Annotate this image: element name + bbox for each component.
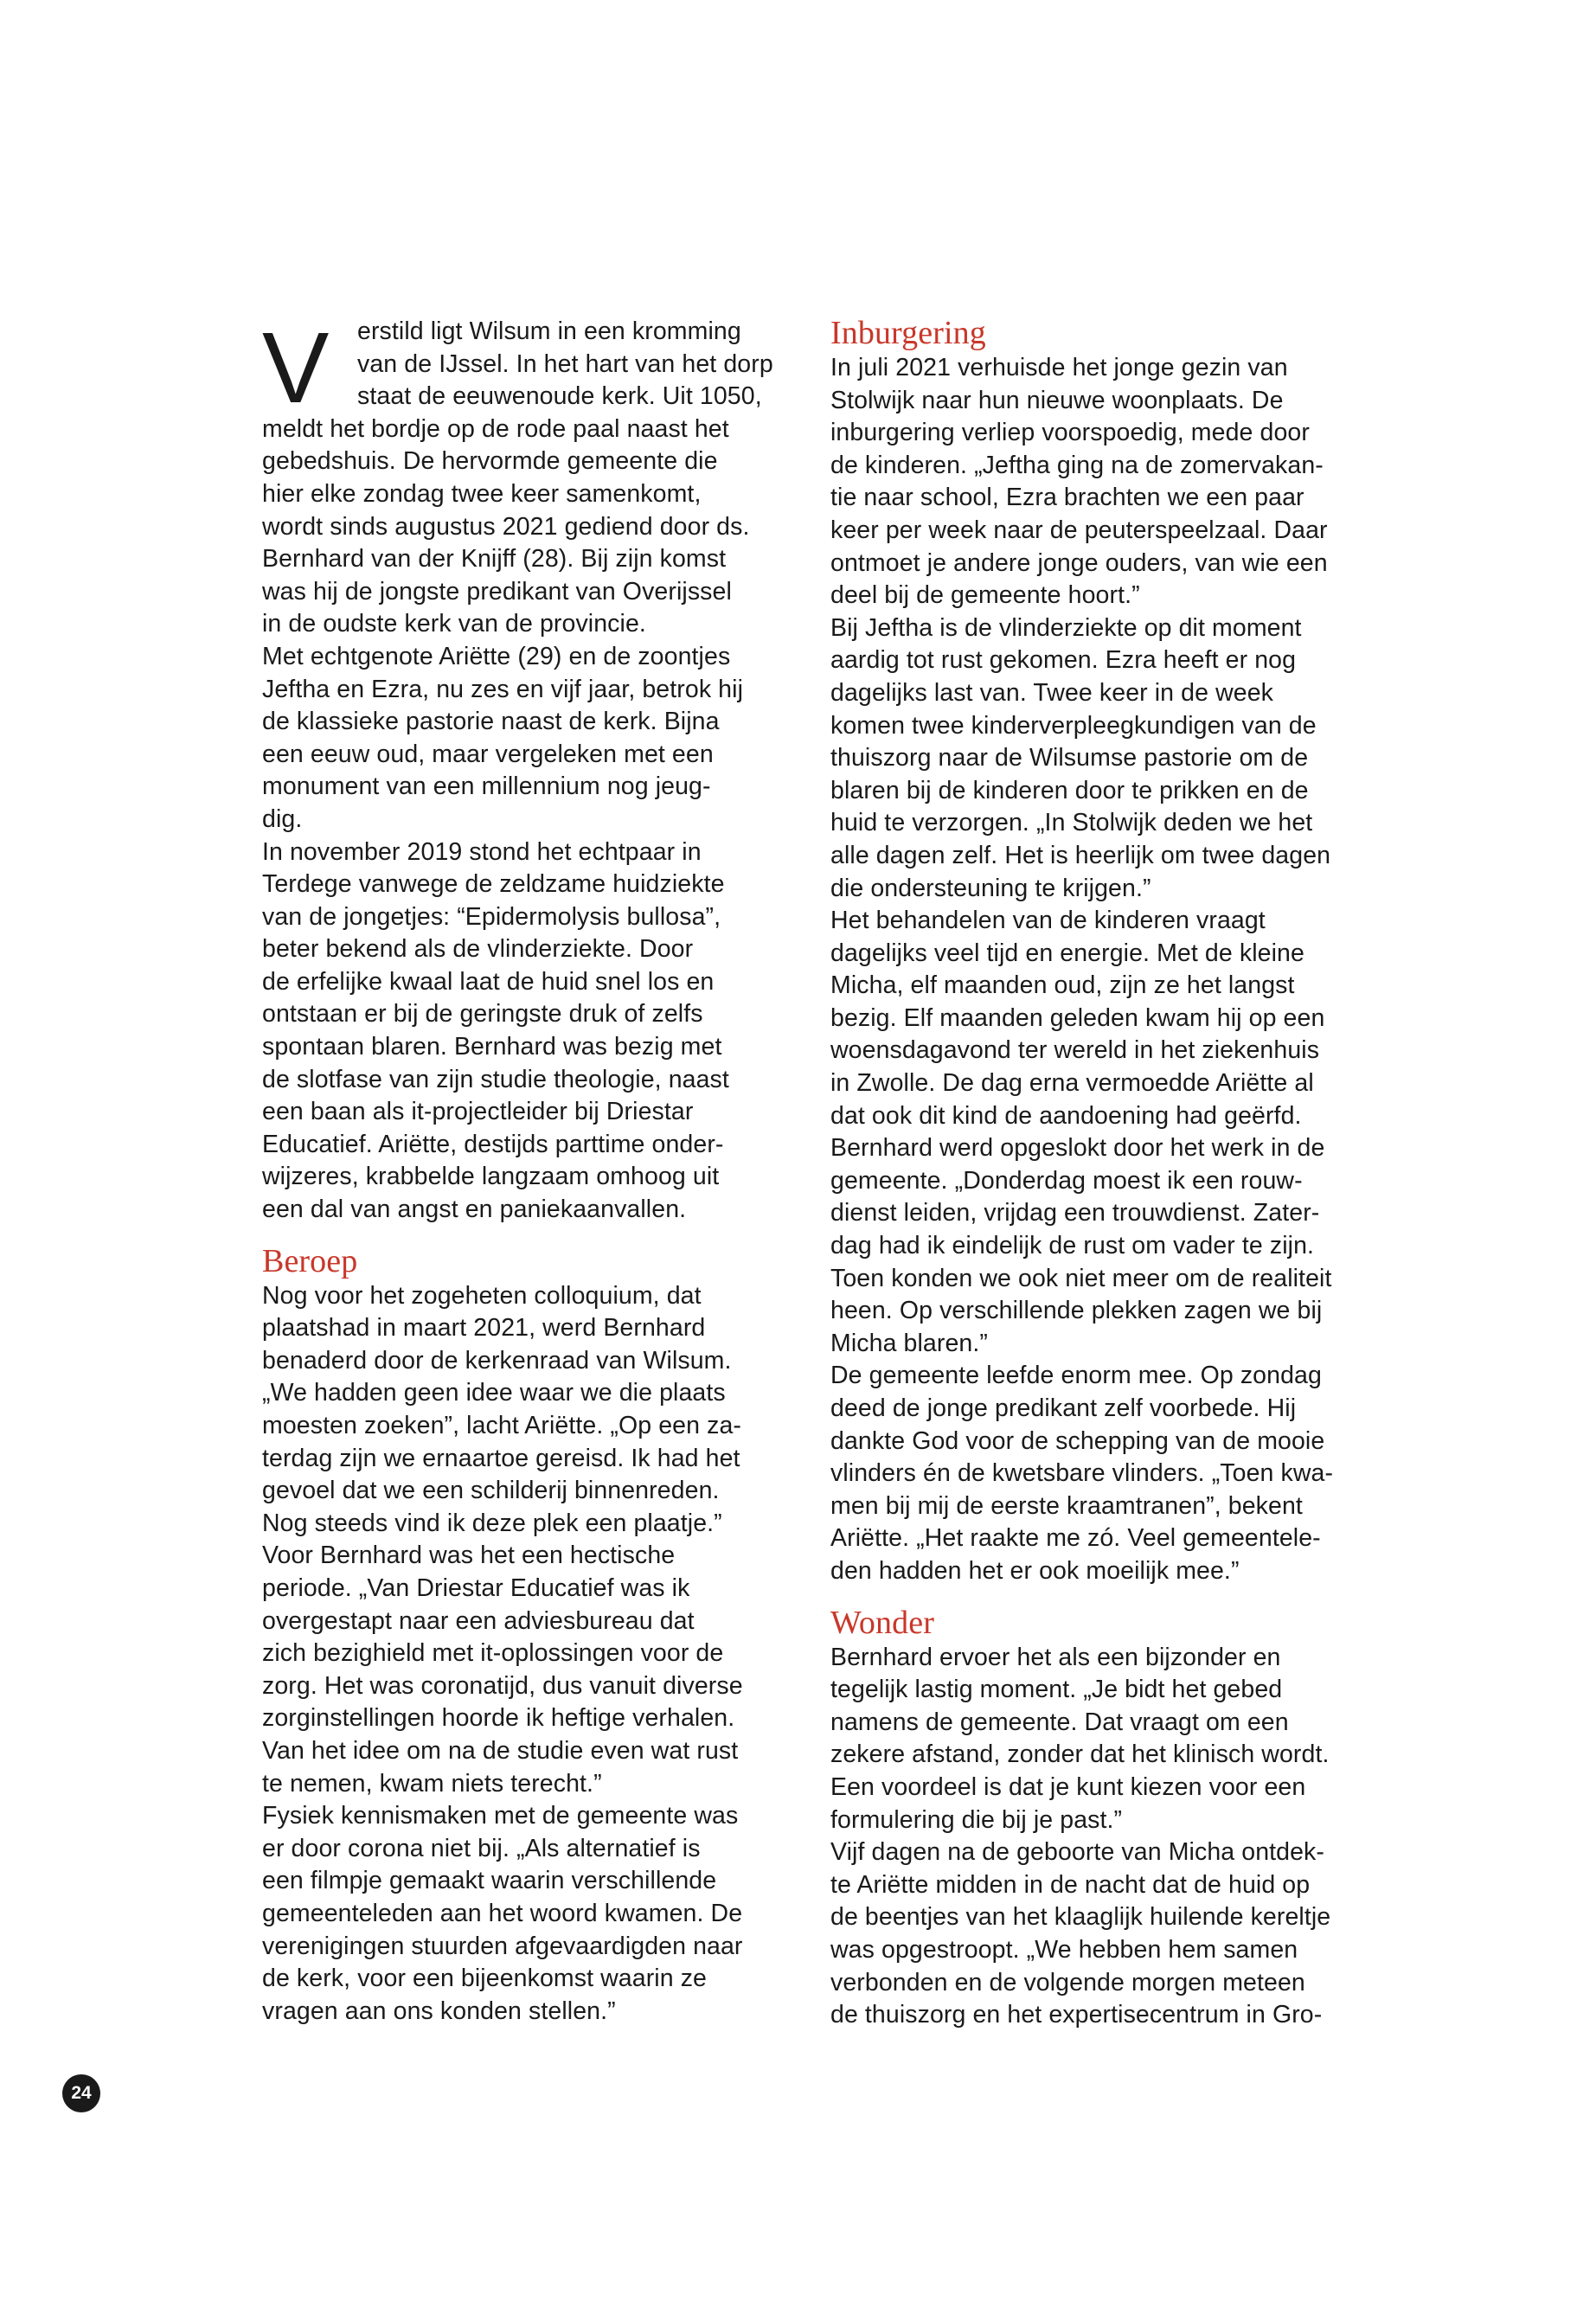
text-line: Bij Jeftha is de vlinderziekte op dit moment [830, 613, 1302, 642]
text-line: Micha, elf maanden oud, zijn ze het langst [830, 971, 1295, 1000]
text-line: dig. [262, 804, 303, 833]
text-line: tie naar school, Ezra brachten we een paar [830, 484, 1304, 512]
text-line: Nog voor het zogeheten colloquium, dat [262, 1281, 702, 1310]
text-line: Ariëtte. „Het raakte me zó. Veel gemeentele- [830, 1524, 1321, 1553]
text-line: dienst leiden, vrijdag een trouwdienst. Zater- [830, 1199, 1320, 1227]
text-line: ontmoet je andere jonge ouders, van wie een [830, 548, 1328, 577]
text-line: alle dagen zelf. Het is heerlijk om twee dagen [830, 841, 1331, 869]
text-line: gemeente. „Donderdag moest ik een rouw- [830, 1166, 1303, 1195]
text-line: thuiszorg naar de Wilsumse pastorie om de [830, 744, 1309, 772]
text-line: Jeftha en Ezra, nu zes en vijf jaar, betrok hij [262, 675, 743, 703]
text-line: van de jongetjes: “Epidermolysis bullosa”, [262, 902, 721, 931]
text-line: gemeenteleden aan het woord kwamen. De [262, 1899, 743, 1927]
text-line: „We hadden geen idee waar we die plaats [262, 1379, 726, 1407]
text-line: er door corona niet bij. „Als alternatief is [262, 1834, 701, 1862]
text-line: men bij mij de eerste kraamtranen”, bekent [830, 1491, 1303, 1520]
text-line: Bernhard van der Knijff (28). Bij zijn komst [262, 545, 727, 574]
text-line: Fysiek kennismaken met de gemeente was [262, 1802, 739, 1830]
text-line: In november 2019 stond het echtpaar in [262, 837, 702, 866]
text-line: Toen konden we ook niet meer om de realiteit [830, 1264, 1332, 1292]
text-line: zekere afstand, zonder dat het klinisch wordt. [830, 1740, 1330, 1769]
text-line: dag had ik eindelijk de rust om vader te zijn. [830, 1232, 1315, 1260]
text-line: gevoel dat we een schilderij binnenreden. [262, 1477, 720, 1505]
text-line: hier elke zondag twee keer samenkomt, [262, 479, 702, 508]
text-line: de slotfase van zijn studie theologie, naast [262, 1065, 729, 1093]
text-line: blaren bij de kinderen door te prikken en de [830, 776, 1309, 804]
text-line: bezig. Elf maanden geleden kwam hij op een [830, 1003, 1325, 1032]
text-line: Voor Bernhard was het een hectische [262, 1541, 676, 1570]
text-line: was opgestroopt. „We hebben hem samen [830, 1935, 1298, 1964]
text-line: deel bij de gemeente hoort.” [830, 581, 1140, 610]
text-line: den hadden het er ook moeilijk mee.” [830, 1556, 1240, 1585]
text-line: de klassieke pastorie naast de kerk. Bijna [262, 708, 720, 736]
text-line: Micha blaren.” [830, 1329, 988, 1357]
text-line: monument van een millennium nog jeug- [262, 772, 711, 801]
drop-cap: V [262, 311, 330, 424]
text-line: huid te verzorgen. „In Stolwijk deden we het [830, 809, 1313, 837]
text-line: te nemen, kwam niets terecht.” [262, 1769, 602, 1798]
wonder-paragraph [830, 1642, 1375, 2032]
intro-paragraph [262, 413, 807, 1227]
text-line: verenigingen stuurden afgevaardigden naar [262, 1932, 743, 1960]
text-line: van de IJssel. In het hart van het dorp [357, 349, 773, 378]
text-line: aardig tot rust gekomen. Ezra heeft er nog [830, 646, 1297, 675]
text-line: die ondersteuning te krijgen.” [830, 874, 1151, 902]
text-line: gebedshuis. De hervormde gemeente die [262, 447, 718, 476]
text-line: Vijf dagen na de geboorte van Micha ontdek- [830, 1838, 1325, 1867]
text-line: Van het idee om na de studie even wat rust [262, 1736, 739, 1765]
text-line: dankte God voor de schepping van de mooie [830, 1426, 1325, 1455]
inburgering-paragraph [830, 352, 1375, 1588]
text-line: zorg. Het was coronatijd, dus vanuit diverse [262, 1671, 743, 1700]
text-line: de thuiszorg en het expertisecentrum in Gro- [830, 2001, 1323, 2029]
text-line: de beentjes van het klaaglijk huilende kereltje [830, 1903, 1331, 1932]
text-line: Een voordeel is dat je kunt kiezen voor een [830, 1772, 1306, 1801]
text-line: een baan als it-projectleider bij Driestar [262, 1098, 694, 1126]
text-line: periode. „Van Driestar Educatief was ik [262, 1574, 690, 1602]
text-line: deed de jonge predikant zelf voorbede. Hij [830, 1394, 1297, 1422]
text-line: Stolwijk naar hun nieuwe woonplaats. De [830, 386, 1284, 414]
text-line: beter bekend als de vlinderziekte. Door [262, 935, 694, 964]
text-line: zorginstellingen hoorde ik heftige verhalen. [262, 1704, 735, 1733]
right-column [830, 316, 1375, 2032]
text-line: benaderd door de kerkenraad van Wilsum. [262, 1346, 732, 1375]
text-line: De gemeente leefde enorm mee. Op zondag [830, 1362, 1322, 1390]
section-heading-inburgering: Inburgering [830, 315, 986, 351]
text-line: keer per week naar de peuterspeelzaal. Daar [830, 516, 1328, 544]
left-column [262, 311, 807, 2028]
page-number-badge: 24 [62, 2074, 100, 2112]
text-line: Educatief. Ariëtte, destijds parttime onder- [262, 1130, 724, 1158]
text-line: formulering die bij je past.” [830, 1805, 1123, 1834]
text-line: een eeuw oud, maar vergeleken met een [262, 740, 714, 768]
text-line: plaatshad in maart 2021, werd Bernhard [262, 1314, 706, 1343]
text-line: zich bezighield met it-oplossingen voor de [262, 1639, 724, 1668]
text-line: moesten zoeken”, lacht Ariëtte. „Op een za- [262, 1412, 741, 1439]
text-line: Het behandelen van de kinderen vraagt [830, 907, 1266, 935]
text-line: was hij de jongste predikant van Overijssel [262, 577, 732, 606]
text-line: de kerk, voor een bijeenkomst waarin ze [262, 1965, 707, 1993]
text-line: verbonden en de volgende morgen meteen [830, 1968, 1305, 1997]
text-line: ontstaan er bij de geringste druk of zelfs [262, 1000, 703, 1029]
text-line: in de oudste kerk van de provincie. [262, 610, 646, 638]
beroep-paragraph [262, 1280, 807, 2029]
text-line: vlinders én de kwetsbare vlinders. „Toen kwa- [830, 1459, 1334, 1488]
text-line: Bernhard ervoer het als een bijzonder en [830, 1643, 1281, 1671]
text-line: meldt het bordje op de rode paal naast het [262, 414, 729, 443]
text-line: spontaan blaren. Bernhard was bezig met [262, 1033, 722, 1061]
text-line: de erfelijke kwaal laat de huid snel los en [262, 967, 715, 996]
text-line: terdag zijn we ernaartoe gereisd. Ik had het [262, 1444, 740, 1472]
intro-indented-lines [262, 311, 807, 424]
text-line: tegelijk lastig moment. „Je bidt het gebed [830, 1676, 1283, 1704]
text-line: erstild ligt Wilsum in een kromming [357, 317, 741, 345]
text-line: Nog steeds vind ik deze plek een plaatje.” [262, 1509, 722, 1537]
text-line: een filmpje gemaakt waarin verschillende [262, 1867, 717, 1895]
text-line: dagelijks veel tijd en energie. Met de kleine [830, 939, 1304, 967]
text-line: wordt sinds augustus 2021 gediend door ds. [262, 512, 750, 541]
text-line: in Zwolle. De dag erna vermoedde Ariëtte al [830, 1069, 1314, 1098]
section-heading-beroep: Beroep [262, 1242, 358, 1279]
text-line: woensdagavond ter wereld in het ziekenhuis [830, 1036, 1320, 1065]
text-line: wijzeres, krabbelde langzaam omhoog uit [262, 1163, 720, 1191]
text-line: een dal van angst en paniekaanvallen. [262, 1195, 687, 1224]
text-line: dat ook dit kind de aandoening had geërfd. [830, 1101, 1302, 1130]
text-line: te Ariëtte midden in de nacht dat de huid op [830, 1870, 1311, 1899]
text-line: komen twee kinderverpleegkundigen van de [830, 711, 1317, 740]
text-line: inburgering verliep voorspoedig, mede door [830, 419, 1310, 447]
text-line: Bernhard werd opgeslokt door het werk in de [830, 1134, 1325, 1163]
text-line: vragen aan ons konden stellen.” [262, 1997, 616, 2025]
text-line: staat de eeuwenoude kerk. Uit 1050, [357, 382, 762, 411]
text-line: namens de gemeente. Dat vraagt om een [830, 1708, 1289, 1736]
text-line: heen. Op verschillende plekken zagen we bij [830, 1297, 1323, 1325]
text-line: Met echtgenote Ariëtte (29) en de zoontjes [262, 642, 731, 670]
text-line: de kinderen. „Jeftha ging na de zomervakan- [830, 451, 1324, 479]
text-line: In juli 2021 verhuisde het jonge gezin van [830, 354, 1288, 381]
text-line: Terdege vanwege de zeldzame huidziekte [262, 870, 725, 899]
text-line: dagelijks last van. Twee keer in de week [830, 678, 1274, 707]
text-line: overgestapt naar een adviesbureau dat [262, 1606, 695, 1635]
section-heading-wonder: Wonder [830, 1604, 934, 1641]
